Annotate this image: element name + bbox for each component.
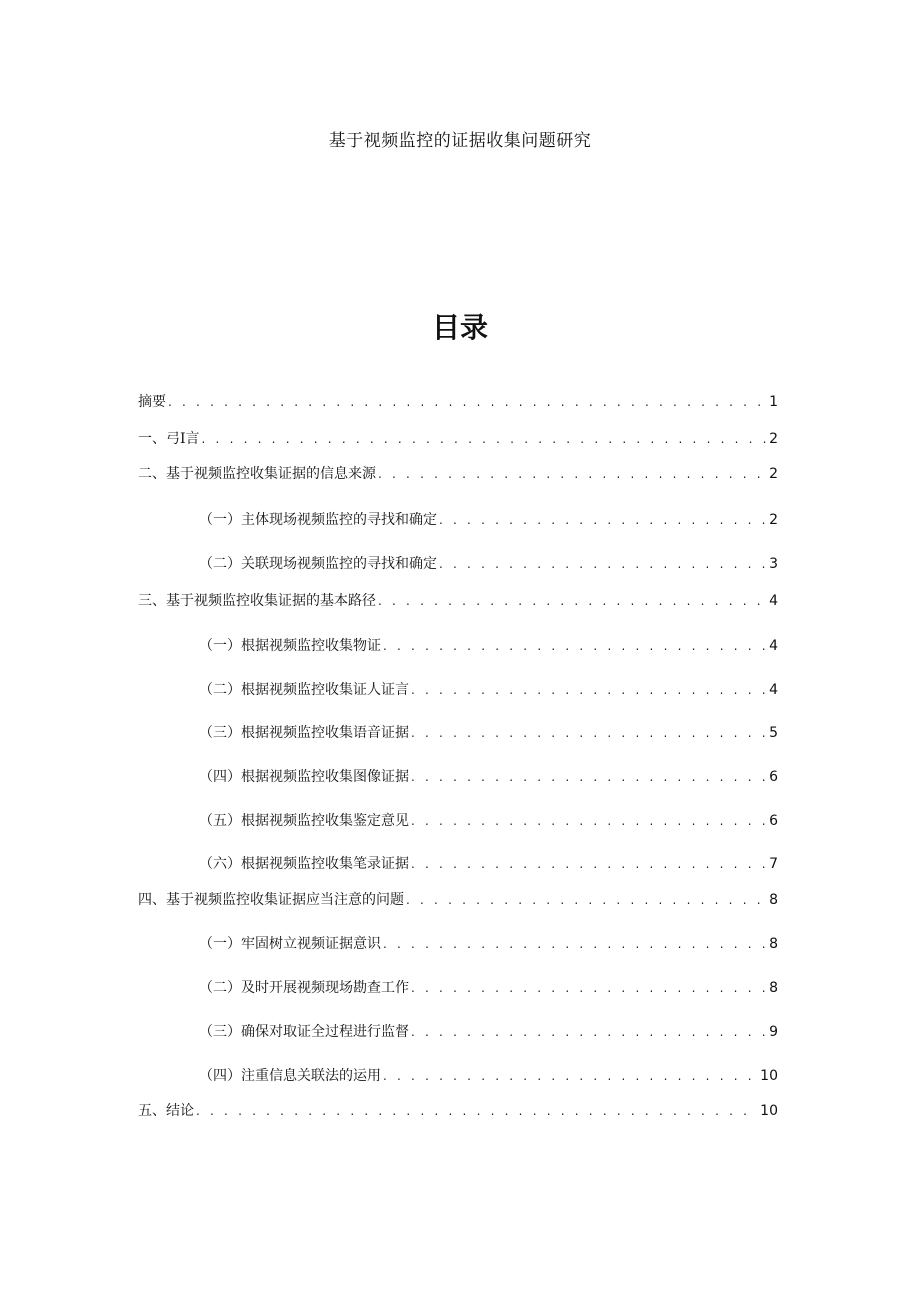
- toc-entry-section-3-5[interactable]: [199, 810, 778, 830]
- toc-entry-page: 8: [769, 980, 778, 996]
- toc-dot-leader: [411, 857, 766, 871]
- toc-entry-section-4[interactable]: [138, 889, 778, 909]
- toc-entry-section-3-2[interactable]: [199, 679, 778, 699]
- toc-entry-page: 2: [769, 466, 778, 482]
- toc-dot-leader: [411, 981, 766, 995]
- toc-entry-section-3-1[interactable]: [199, 635, 778, 655]
- toc-entry-section-3-6[interactable]: [199, 853, 778, 873]
- toc-entry-section-3[interactable]: [138, 590, 778, 610]
- toc-entry-label: （四）注重信息关联法的运用: [199, 1068, 381, 1084]
- toc-entry-section-2-1[interactable]: [199, 509, 778, 529]
- toc-dot-leader: [378, 467, 766, 481]
- toc-entry-page: 3: [769, 556, 778, 572]
- toc-dot-leader: [411, 1025, 766, 1039]
- toc-entry-label: 五、结论: [138, 1103, 194, 1119]
- toc-dot-leader: [383, 937, 766, 951]
- toc-entry-section-3-4[interactable]: [199, 766, 778, 786]
- toc-entry-label: （五）根据视频监控收集鉴定意见: [199, 813, 409, 829]
- toc-entry-page: 4: [769, 682, 778, 698]
- toc-dot-leader: [383, 1069, 757, 1083]
- toc-entry-section-2[interactable]: [138, 463, 778, 483]
- toc-dot-leader: [383, 639, 766, 653]
- toc-entry-label: （一）根据视频监控收集物证: [199, 638, 381, 654]
- toc-entry-page: 6: [769, 769, 778, 785]
- toc-entry-label: （一）主体现场视频监控的寻找和确定: [199, 512, 437, 528]
- toc-entry-page: 2: [769, 512, 778, 528]
- toc-entry-page: 7: [769, 856, 778, 872]
- toc-entry-conclusion[interactable]: [138, 1100, 778, 1120]
- toc-dot-leader: [411, 683, 766, 697]
- toc-entry-label: 四、基于视频监控收集证据应当注意的问题: [138, 892, 404, 908]
- toc-dot-leader: [406, 893, 766, 907]
- document-title: 基于视频监控的证据收集问题研究: [328, 131, 592, 151]
- toc-dot-leader: [411, 726, 766, 740]
- toc-entry-page: 6: [769, 813, 778, 829]
- toc-entry-section-3-3[interactable]: [199, 722, 778, 742]
- toc-entry-label: （二）关联现场视频监控的寻找和确定: [199, 556, 437, 572]
- toc-dot-leader: [439, 557, 766, 571]
- toc-entry-section-4-4[interactable]: [199, 1065, 778, 1085]
- toc-entry-section-4-1[interactable]: [199, 933, 778, 953]
- toc-dot-leader: [196, 1104, 757, 1118]
- toc-entry-label: （六）根据视频监控收集笔录证据: [199, 856, 409, 872]
- toc-entry-label: （一）牢固树立视频证据意识: [199, 936, 381, 952]
- toc-entry-label: （二）及时开展视频现场勘查工作: [199, 980, 409, 996]
- toc-dot-leader: [202, 432, 767, 446]
- toc-dot-leader: [168, 395, 766, 409]
- toc-dot-leader: [411, 814, 766, 828]
- toc-entry-label: 一、弓I言: [138, 431, 200, 447]
- toc-dot-leader: [439, 513, 766, 527]
- toc-entry-section-2-2[interactable]: [199, 553, 778, 573]
- toc-entry-label: 二、基于视频监控收集证据的信息来源: [138, 466, 376, 482]
- toc-entry-page: 9: [769, 1024, 778, 1040]
- toc-dot-leader: [411, 770, 766, 784]
- toc-entry-section-4-2[interactable]: [199, 977, 778, 997]
- toc-entry-label: 三、基于视频监控收集证据的基本路径: [138, 593, 376, 609]
- toc-entry-label: （三）根据视频监控收集语音证据: [199, 725, 409, 741]
- toc-entry-page: 10: [760, 1068, 778, 1084]
- toc-entry-page: 4: [769, 638, 778, 654]
- toc-entry-label: （三）确保对取证全过程进行监督: [199, 1024, 409, 1040]
- toc-heading: 目录: [431, 311, 488, 344]
- toc-dot-leader: [378, 594, 766, 608]
- toc-entry-section-4-3[interactable]: [199, 1021, 778, 1041]
- toc-entry-introduction[interactable]: [138, 428, 778, 448]
- toc-entry-page: 2: [769, 431, 778, 447]
- toc-entry-abstract[interactable]: [138, 391, 778, 411]
- toc-entry-label: 摘要: [138, 394, 166, 410]
- toc-entry-page: 4: [769, 593, 778, 609]
- toc-entry-page: 1: [769, 394, 778, 410]
- toc-entry-label: （四）根据视频监控收集图像证据: [199, 769, 409, 785]
- toc-entry-page: 8: [769, 936, 778, 952]
- toc-entry-page: 10: [760, 1103, 778, 1119]
- toc-entry-label: （二）根据视频监控收集证人证言: [199, 682, 409, 698]
- toc-entry-page: 8: [769, 892, 778, 908]
- toc-entry-page: 5: [769, 725, 778, 741]
